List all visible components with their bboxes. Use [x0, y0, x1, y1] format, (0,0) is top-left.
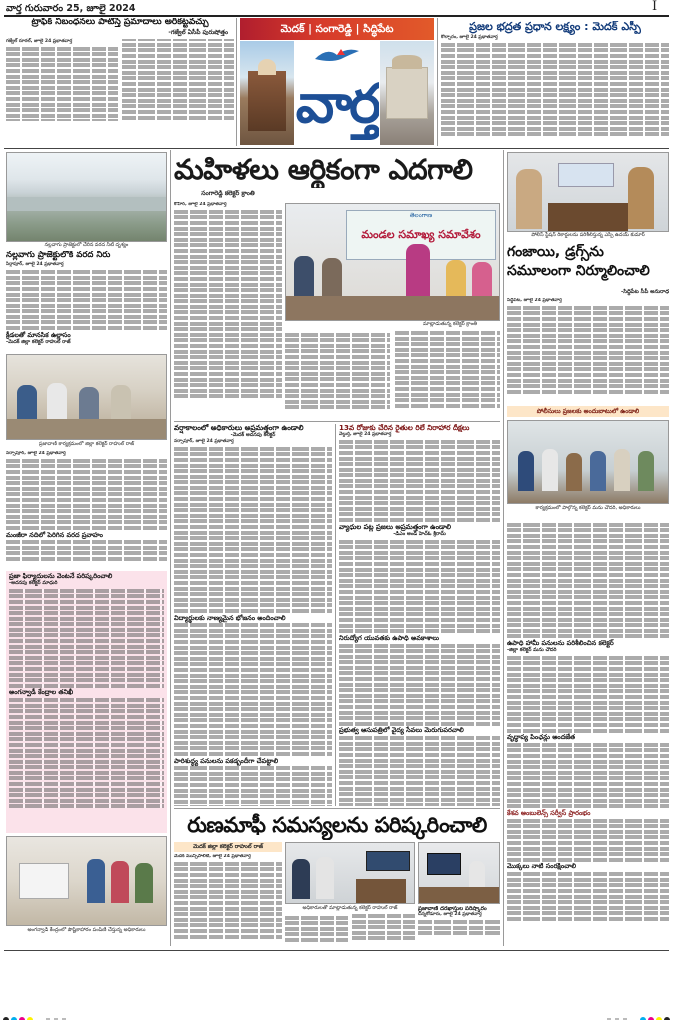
right-dateline: సిద్ధిపేట, జూలై 24 ప్రభాతవార్త: [507, 298, 562, 303]
right-photo-1-caption: పోలీస్ స్టేషన్ రికార్డులను పరిశీలిస్తున్న ఎస్పీ ఉదయ్ కుమార్: [531, 232, 645, 238]
right-photo-2-caption: కార్యక్రమంలో పాల్గొన్న కలెక్టర్ మను చౌదరి, అధికారులు: [535, 505, 641, 511]
date-line: వార్త గురువారం 25, జూలై 2024: [6, 3, 136, 14]
right-headline: గంజాయి, డ్రగ్స్‌ను సమూలంగా నిర్మూలించాలి: [507, 244, 650, 279]
center-col-b: [339, 424, 500, 806]
sidebar-story-3-dateline: నర్సాపూర్, జూలై 24 ప్రభాతవార్త: [6, 451, 66, 456]
sidebar-story-1: [6, 251, 167, 351]
masthead-photo-right: [380, 41, 434, 145]
right-headline-3: వృద్ధాప్య పింఛన్లు అందజేత: [507, 733, 576, 742]
bottom-right-story: [418, 906, 500, 946]
dove-emblem: [311, 45, 363, 65]
center-s2-dateline: వెల్దుర్తి, జూలై 24 ప్రభాతవార్త: [339, 431, 392, 437]
print-registration-bar: [0, 1010, 673, 1020]
center-col-a: [174, 424, 332, 806]
top-left-story: [6, 18, 234, 145]
mid-story-body: [174, 202, 282, 418]
top-left-body: [6, 39, 234, 121]
center-s1-sub: -మెదక్ అదనపు కలెక్టర్: [230, 431, 276, 438]
right-photo-2: [507, 420, 669, 504]
sidebar-photo-1: [6, 152, 167, 242]
right-headline-2: ఉపాధి హామీ పనులను పరిశీలించిన కలెక్టర్: [507, 639, 614, 648]
bottom-body-a: [174, 854, 282, 946]
top-left-dateline: గజ్వేల్ రూరల్, జూలై 24 ప్రభాతవార్త: [6, 38, 73, 44]
right-headline-5: మొక్కలు నాటి సంరక్షించాలి: [507, 862, 577, 871]
bottom-headline: రుణమాఫీ సమస్యలను పరిష్కరించాలి: [187, 813, 487, 837]
right-headline-4: కేశవ అంబులెన్స్ సర్వీస్ ప్రారంభం: [507, 808, 591, 817]
page-number: I: [652, 0, 658, 14]
mid-story-photo: [285, 203, 500, 321]
center-s6-headline: ప్రభుత్వ ఆసుపత్రిలో వైద్య సేవలు మెరుగుపరచాలి: [339, 726, 464, 735]
right-body-2: [507, 521, 669, 945]
sidebar-photo-3: [6, 836, 167, 926]
sidebar-story-1-dateline: సిర్గాపూర్, జూలై 24 ప్రభాతవార్త: [6, 262, 64, 268]
bottom-right-dateline: చిన్నకోడూరు, జూలై 24 ప్రభాతవార్త: [418, 912, 482, 918]
bottom-photo-caption: అధికారులతో మాట్లాడుతున్న కలెక్టర్ రాహుల్ రాజ్: [302, 905, 398, 911]
top-right-dateline: కొల్చారం, జూలై 24 ప్రభాతవార్త: [441, 35, 498, 41]
sidebar-photo-1-caption: నల్లవాగు ప్రాజెక్టులో చేరిన వరద నీటి దృశ్యం: [44, 242, 129, 248]
sidebar-box-headline: ప్రజా ఫిర్యాదులను వెంటనే పరిష్కరించాలి: [9, 572, 113, 580]
top-right-body: [441, 35, 669, 136]
masthead-logo-block: [295, 41, 379, 145]
sidebar-story-2-sub: -మెదక్ జిల్లా కలెక్టర్ రాహుల్ రాజ్: [6, 338, 71, 345]
bottom-right-headline: ప్రజావాణి దరఖాస్తుల పరిష్కారం: [418, 906, 487, 912]
center-s5-headline: నిరుద్యోగ యువతకు ఉపాధి అవకాశాలు: [339, 633, 440, 642]
sidebar-story-3-headline: మంజీరా నదిలో పెరిగిన వరద ప్రవాహం: [6, 530, 103, 539]
sidebar-photo-2: [6, 354, 167, 440]
sidebar-box2-headline: అంగన్వాడీ కేంద్రాల తనిఖీ: [9, 688, 74, 697]
sidebar-box: [6, 571, 167, 833]
sidebar-story-1-headline: నల్లవాగు ప్రాజెక్టులోకి వరద నీరు: [6, 251, 111, 260]
right-sub-2: -జిల్లా కలెక్టర్ మను చౌదరి: [507, 647, 557, 654]
top-left-headline: ట్రాఫిక్ నిబంధనలు పాటిస్తే ప్రమాదాలు అరికట్టవచ్చు: [31, 18, 209, 27]
sidebar-story-3: [6, 451, 167, 569]
center-s1-dateline: నర్సాపూర్, జూలై 24 ప్రభాతవార్త: [174, 438, 234, 444]
mid-story-banner: మండల సమాఖ్య సమావేశం: [361, 228, 481, 241]
top-left-sub: -గజ్వేల్ ఏసీపీ పురుషోత్తం: [168, 28, 228, 36]
right-sub: -సిద్దిపేట సీపీ అనురాధ: [620, 289, 669, 295]
masthead-photo-left: [240, 41, 294, 145]
top-right-headline: ప్రజల భద్రత ప్రధాన లక్ష్యం : మెదక్ ఎస్పీ: [469, 21, 641, 33]
center-s7-headline: పారిశుద్ధ్య పనులను పకడ్బందీగా చేపట్టాలి: [174, 756, 279, 765]
sidebar-story-2-headline: క్రీడలతో మానసిక ఉల్లాసం: [6, 330, 71, 339]
sidebar-photo-3-caption: అంగన్వాడీ కేంద్రంలో పౌష్టికాహారం పంపిణీ చేస్తున్న అధికారులు: [27, 927, 146, 933]
masthead-logo: వార్త: [295, 71, 379, 135]
right-body-1: [507, 298, 669, 404]
bottom-body-b: [285, 914, 415, 946]
bottom-photo: [285, 842, 415, 904]
center-s1-headline: వర్షాకాలంలో అధికారులు అప్రమత్తంగా ఉండాలి: [174, 424, 304, 432]
mid-story-photo-caption: మాట్లాడుతున్న కలెక్టర్ క్రాంతి: [422, 321, 478, 327]
mid-story-cols: [285, 331, 500, 419]
bottom-dateline: మెదక్ మున్సిపాలిటీ, జూలై 24 ప్రభాతవార్త: [174, 854, 251, 859]
bottom-photo-2: [418, 842, 500, 904]
right-photo-1: [507, 152, 669, 232]
mid-story-kicker: సంగారెడ్డి కలెక్టర్ క్రాంతి: [201, 190, 255, 197]
sidebar-box-sub: -అదనపు కలెక్టర్ మాధురి: [9, 580, 58, 587]
district-banner: మెదక్ | సంగారెడ్డి | సిద్ధిపేట: [240, 18, 434, 40]
bottom-kicker: మెదక్ జిల్లా కలెక్టర్ రాహుల్ రాజ్: [174, 842, 282, 852]
sidebar-photo-2-caption: ప్రజావాణి కార్యక్రమంలో జిల్లా కలెక్టర్ రాహుల్ రాజ్: [38, 441, 135, 447]
main-headline: మహిళలు ఆర్థికంగా ఎదగాలి: [174, 153, 473, 186]
mid-story-banner-top: తెలంగాణ: [409, 212, 433, 219]
center-s3-sub: -డిఎం అండ్ హెచ్ఓ శ్రీరామ్: [393, 531, 446, 538]
center-s4-headline: విద్యార్థులకు నాణ్యమైన భోజనం అందించాలి: [174, 613, 286, 622]
right-tag-2: పోలీసులు ప్రజలకు అందుబాటులో ఉండాలి: [507, 406, 669, 417]
center-s2-headline: 13వ రోజుకు చేరిన రైతుల రిలే నిరాహార దీక్షలు: [339, 424, 470, 432]
top-right-story: [441, 21, 669, 147]
mid-story-dateline: కోహీర్, జూలై 24 ప్రభాతవార్త: [174, 202, 227, 207]
center-s3-headline: వ్యాధుల పట్ల ప్రజలు అప్రమత్తంగా ఉండాలి: [339, 522, 451, 531]
